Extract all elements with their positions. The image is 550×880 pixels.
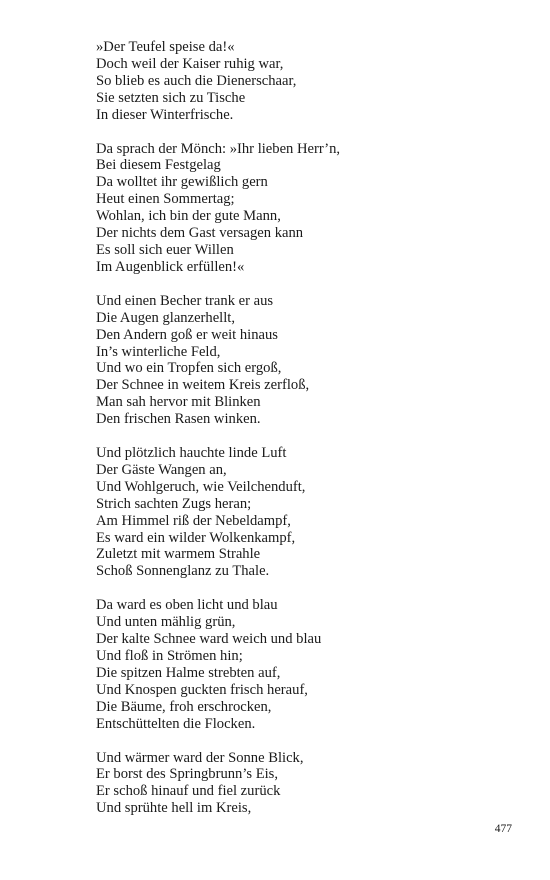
poem-line: Und sprühte hell im Kreis, [96,800,252,817]
poem-line: Den Andern goß er weit hinaus [96,326,278,343]
poem-line: Und plötzlich hauchte linde Luft [96,445,287,462]
poem-line: Die spitzen Halme strebten auf, [96,664,281,681]
poem-line: Die Bäume, froh erschrocken, [96,698,272,715]
stanza-3 [96,293,516,428]
stanza-6 [96,750,516,818]
poem-line: Er borst des Springbrunn’s Eis, [96,766,279,783]
poem-line: Wohlan, ich bin der gute Mann, [96,208,281,225]
poem-line: Und Wohlgeruch, wie Veilchenduft, [96,478,306,495]
stanza-5 [96,597,516,732]
poem-line: Und wärmer ward der Sonne Blick, [96,749,304,766]
poem-line: Und einen Becher trank er aus [96,292,274,309]
poem-line: Strich sachten Zugs heran; [96,495,252,512]
poem-line: Heut einen Sommertag; [96,191,235,208]
poem-text [96,39,516,834]
poem-line: Der Schnee in weitem Kreis zerfloß, [96,377,310,394]
poem-line: Sie setzten sich zu Tische [96,89,246,106]
poem-line: Und Knospen guckten frisch herauf, [96,681,308,698]
poem-line: Am Himmel riß der Nebeldampf, [96,512,291,529]
poem-line: In’s winterliche Feld, [96,343,221,360]
poem-line: Und unten mählig grün, [96,614,236,631]
poem-line: Es ward ein wilder Wolkenkampf, [96,529,296,546]
poem-line: So blieb es auch die Dienerschaar, [96,72,297,89]
poem-line: Doch weil der Kaiser ruhig war, [96,55,284,72]
poem-line: Die Augen glanzerhellt, [96,309,235,326]
poem-line: Er schoß hinauf und fiel zurück [96,783,281,800]
poem-line: In dieser Winterfrische. [96,106,234,123]
stanza-4 [96,445,516,580]
poem-line: Schoß Sonnenglanz zu Thale. [96,563,270,580]
stanza-1 [96,39,516,124]
poem-line: Zuletzt mit warmem Strahle [96,546,261,563]
poem-line: Und wo ein Tropfen sich ergoß, [96,360,282,377]
poem-line: Es soll sich euer Willen [96,241,234,258]
poem-line: Da ward es oben licht und blau [96,597,278,614]
poem-line: Den frischen Rasen winken. [96,411,261,428]
page-number: 477 [494,823,512,835]
poem-line: Der kalte Schnee ward weich und blau [96,631,322,648]
stanza-2 [96,141,516,276]
poem-line: Da wolltet ihr gewißlich gern [96,174,268,191]
poem-line: Der Gäste Wangen an, [96,461,227,478]
poem-line: »Der Teufel speise da!« [96,39,235,55]
poem-line: Da sprach der Mönch: »Ihr lieben Herr’n, [96,140,341,157]
poem-line: Im Augenblick erfüllen!« [96,258,245,275]
poem-line: Der nichts dem Gast versagen kann [96,225,304,242]
poem-line: Und floß in Strömen hin; [96,648,243,664]
poem-line: Man sah hervor mit Blinken [96,394,261,411]
poem-line: Bei diesem Festgelag [96,157,221,174]
poem-line: Entschüttelten die Flocken. [96,715,256,732]
